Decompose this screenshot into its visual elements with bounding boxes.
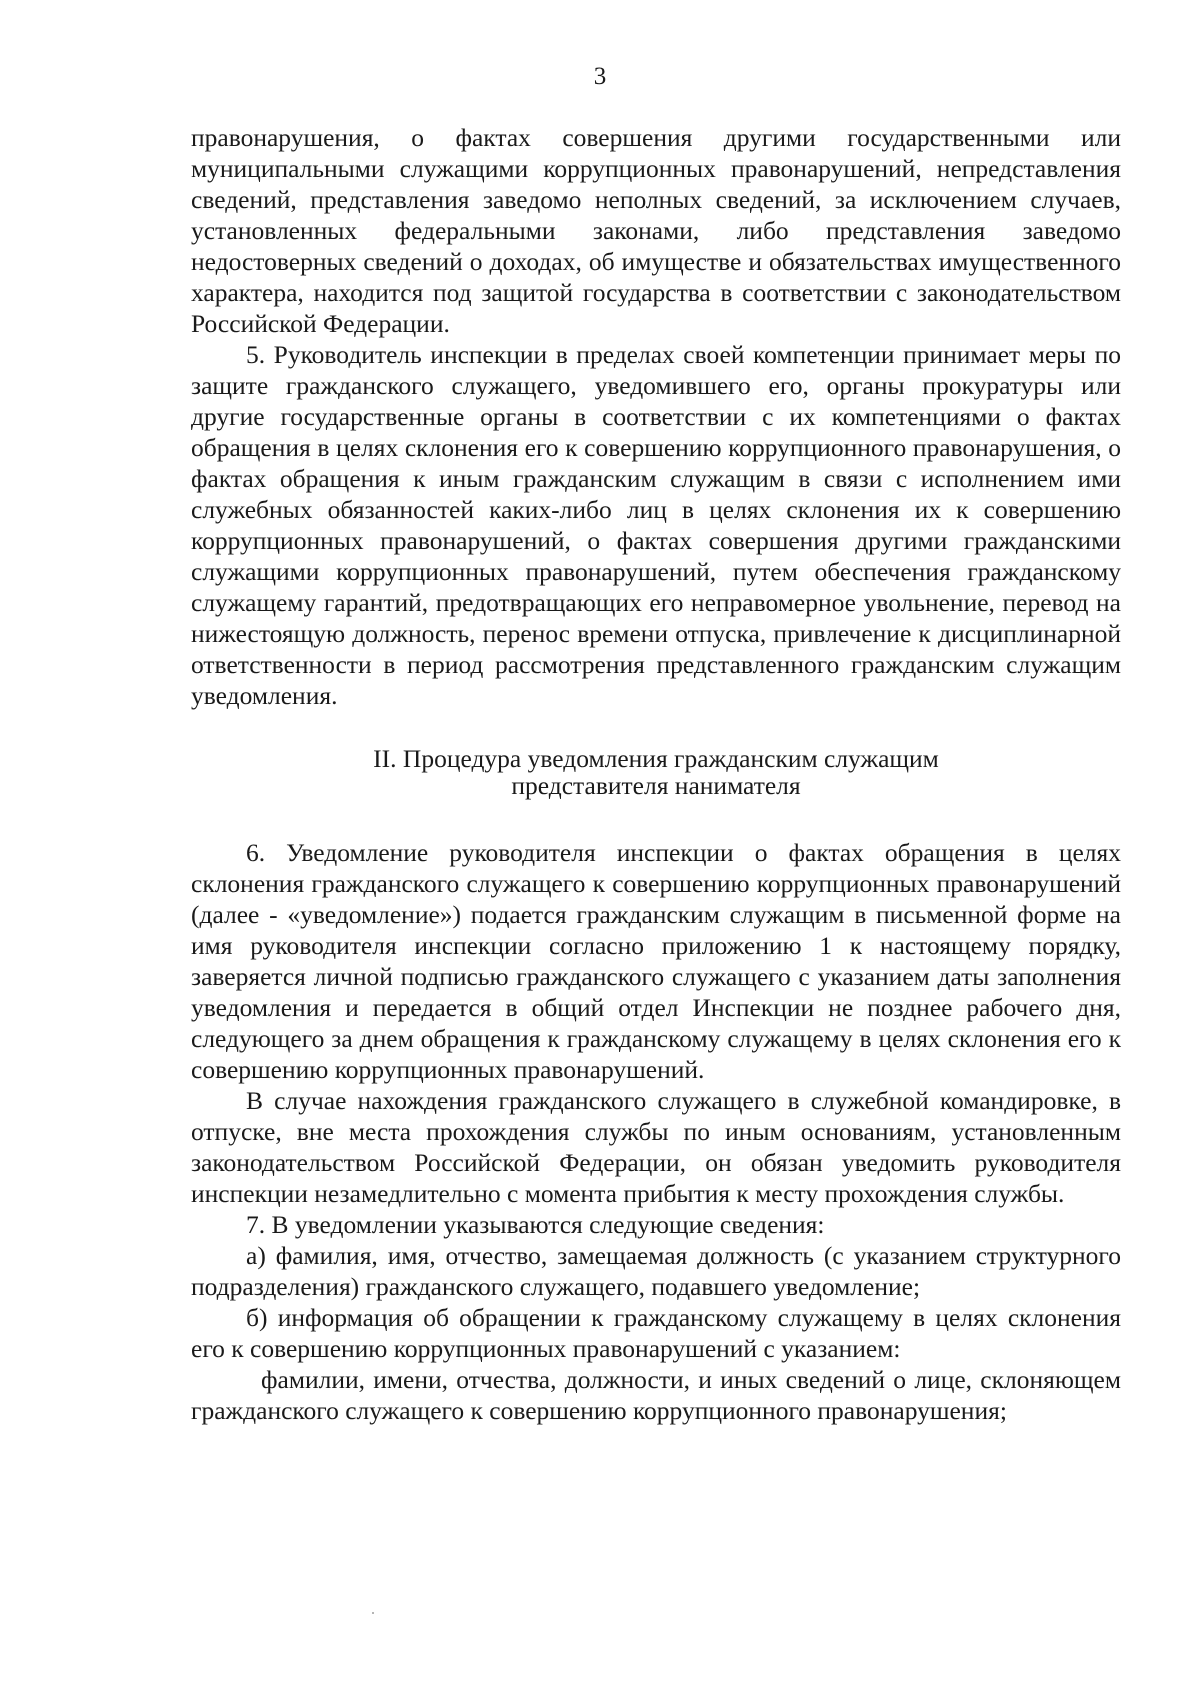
paragraph-5: 5. Руководитель инспекции в пределах своей компетенции принимает меры по защите гражданского служащего, уведомившего его, органы прокуратуры или другие государственные органы в соответствии с их компетенциями о фактах обращения в целях склонения его к совершению коррупционного правонарушения, о фактах обращения к иным гражданским служащим в связи с исполнением ими служебных обязанностей каких-либо лиц в целях склонения их к совершению коррупционных правонарушений, о фактах совершения другими гражданскими служащими коррупционных правонарушений, путем обеспечения гражданскому служащему гарантий, предотвращающих его неправомерное увольнение, перевод на нижестоящую должность, перенос времени отпуска, привлечение к дисциплинарной ответственности в период рассмотрения представленного гражданским служащим уведомления. [191, 340, 1121, 710]
section-heading-line-1: II. Процедура уведомления гражданским служащим [373, 744, 939, 773]
section-heading [191, 745, 1121, 799]
paragraph-7: 7. В уведомлении указываются следующие сведения: [246, 1210, 825, 1239]
paragraph-6-second: В случае нахождения гражданского служащего в служебной командировке, в отпуске, вне места прохождения службы по иным основаниям, установленным законодательством Российской Федерации, он обязан уведомить руководителя инспекции незамедлительно с момента прибытия к месту прохождения службы. [191, 1086, 1121, 1208]
paragraph-7-b-item: фамилии, имени, отчества, должности, и иных сведений о лице, склоняющем гражданского служащего к совершению коррупционного правонарушения; [191, 1365, 1121, 1425]
scan-artifact [372, 1612, 374, 1614]
paragraph-6: 6. Уведомление руководителя инспекции о фактах обращения в целях склонения гражданского служащего к совершению коррупционных правонарушений (далее - «уведомление») подается гражданским служащим в письменной форме на имя руководителя инспекции согласно приложению 1 к настоящему порядку, заверяется личной подписью гражданского служащего с указанием даты заполнения уведомления и передается в общий отдел Инспекции не позднее рабочего дня, следующего за днем обращения к гражданскому служащему в целях склонения его к совершению коррупционных правонарушений. [191, 838, 1121, 1084]
page-number: 3 [593, 63, 607, 90]
paragraph-7-a: а) фамилия, имя, отчество, замещаемая должность (с указанием структурного подразделения) гражданского служащего, подавшего уведомление; [191, 1241, 1121, 1301]
section-heading-line-2: представителя нанимателя [511, 771, 801, 800]
paragraph-continuation: правонарушения, о фактах совершения другими государственными или муниципальными служащими коррупционных правонарушений, непредставления сведений, представления заведомо неполных сведений, за исключением случаев, установленных федеральными законами, либо представления заведомо недостоверных сведений о доходах, об имуществе и обязательствах имущественного характера, находится под защитой государства в соответствии с законодательством Российской Федерации. [191, 123, 1121, 338]
paragraph-7-b: б) информация об обращении к гражданскому служащему в целях склонения его к совершению коррупционных правонарушений с указанием: [191, 1303, 1121, 1363]
document-body [191, 122, 1121, 1426]
